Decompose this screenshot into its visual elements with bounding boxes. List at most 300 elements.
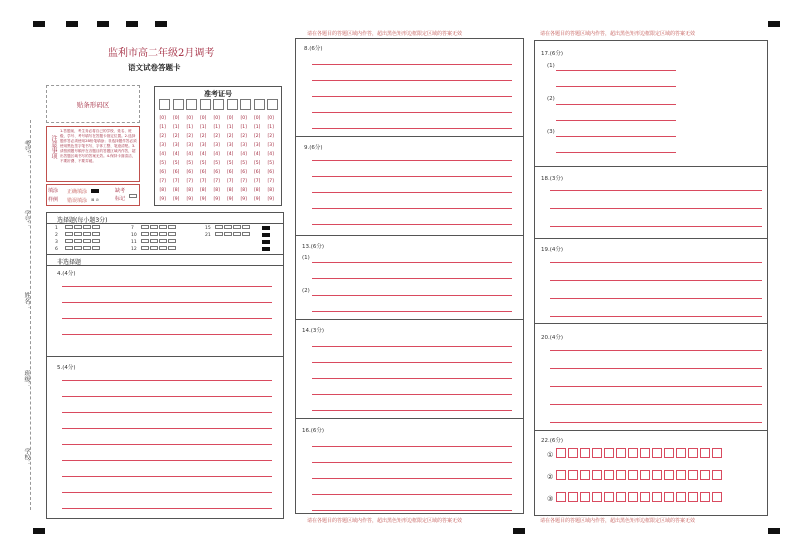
timing-mark [126,21,138,27]
answer-line[interactable] [312,192,512,193]
answer-line[interactable] [62,428,272,429]
admission-digit-bubble[interactable]: [0] [213,116,220,121]
admission-digit-box[interactable] [213,99,224,110]
admission-digit-bubble[interactable]: [1] [267,125,274,130]
answer-line[interactable] [62,508,272,509]
admission-digit-bubble[interactable]: [2] [173,134,180,139]
character-grid-cell[interactable] [700,492,710,502]
choice-bubble[interactable] [159,225,167,229]
timing-mark [97,21,109,27]
admission-digit-grid[interactable] [158,99,280,203]
admission-digit-bubble[interactable]: [3] [159,143,166,148]
answer-line[interactable] [312,510,512,511]
correct-fill-mark [91,189,99,193]
admission-digit-bubble[interactable]: [6] [173,170,180,175]
character-grid-cell[interactable] [568,492,578,502]
q13-part2-label: (2) [302,288,310,294]
admission-digit-bubble[interactable]: [1] [200,125,207,130]
character-grid-cell[interactable] [652,492,662,502]
answer-line[interactable] [550,404,762,405]
q8-label: 8.(6分) [304,46,323,52]
choice-bubble[interactable] [224,232,232,236]
answer-line[interactable] [312,462,512,463]
choice-bubble[interactable] [74,225,82,229]
admission-digit-bubble[interactable]: [5] [173,161,180,166]
choice-bubble[interactable] [159,239,167,243]
answer-line[interactable] [550,316,762,317]
answer-line[interactable] [312,208,512,209]
admission-digit-bubble[interactable]: [8] [240,188,247,193]
admission-digit-bubble[interactable]: [5] [159,161,166,166]
correct-fill-label: 正确填涂 [67,189,88,195]
admission-digit-bubble[interactable]: [9] [200,197,207,202]
character-grid-cell[interactable] [664,448,674,458]
answer-line[interactable] [312,494,512,495]
admission-digit-bubble[interactable]: [5] [186,161,193,166]
character-grid-cell[interactable] [712,492,722,502]
answer-line[interactable] [550,226,762,227]
choice-bubble[interactable] [92,239,100,243]
choice-bubble[interactable] [233,225,241,229]
answer-line[interactable] [312,311,512,312]
answer-line[interactable] [62,334,272,335]
answer-line[interactable] [312,295,512,296]
character-grid-cell[interactable] [712,470,722,480]
character-grid-cell[interactable] [616,470,626,480]
admission-digit-bubble[interactable]: [0] [240,116,247,121]
nonchoice-title: 非选择题 [57,259,82,266]
answer-line[interactable] [312,278,512,279]
admission-digit-bubble[interactable]: [2] [254,134,261,139]
admission-digit-box[interactable] [254,99,265,110]
choice-bubble[interactable] [141,246,149,250]
admission-digit-box[interactable] [159,99,170,110]
admission-digit-bubble[interactable]: [7] [254,179,261,184]
choice-bubble[interactable] [168,246,176,250]
choice-question-row[interactable] [131,239,177,245]
choice-question-number: 7 [131,226,134,231]
admission-digit-bubble[interactable]: [8] [227,188,234,193]
admission-digit-bubble[interactable]: [3] [173,143,180,148]
admission-digit-bubble[interactable]: [3] [240,143,247,148]
character-grid-cell[interactable] [592,492,602,502]
answer-line[interactable] [556,86,676,87]
admission-title: 准考证号 [204,90,232,98]
answer-line[interactable] [62,460,272,461]
answer-line[interactable] [550,298,762,299]
answer-line[interactable] [550,422,762,423]
answer-line[interactable] [62,318,272,319]
q16-label: 16.(6分) [302,428,325,434]
admission-digit-bubble[interactable]: [5] [267,161,274,166]
choice-bubble[interactable] [74,232,82,236]
character-grid-cell[interactable] [556,470,566,480]
admission-digit-bubble[interactable]: [9] [240,197,247,202]
admission-digit-bubble[interactable]: [3] [267,143,274,148]
character-grid-cell[interactable] [568,448,578,458]
answer-line[interactable] [556,70,676,71]
character-grid-cell[interactable] [604,448,614,458]
character-grid-cell[interactable] [688,448,698,458]
timing-mark [262,233,270,237]
choice-bubble[interactable] [233,232,241,236]
character-grid-cell[interactable] [700,448,710,458]
answer-line[interactable] [62,476,272,477]
choice-bubble[interactable] [150,246,158,250]
character-grid-cell[interactable] [628,470,638,480]
admission-digit-bubble[interactable]: [5] [200,161,207,166]
admission-digit-bubble[interactable]: [6] [159,170,166,175]
admission-digit-bubble[interactable]: [0] [227,116,234,121]
character-grid-cell[interactable] [556,448,566,458]
admission-digit-bubble[interactable]: [4] [240,152,247,157]
choice-bubble[interactable] [92,225,100,229]
admission-digit-bubble[interactable]: [7] [200,179,207,184]
q9-label: 9.(6分) [304,145,323,151]
choice-question-number: 15 [205,226,211,231]
kaohao-label: 考号： [23,140,30,158]
choice-question-number: 21 [205,233,211,238]
admission-digit-bubble[interactable]: [6] [186,170,193,175]
choice-bubble[interactable] [215,232,223,236]
admission-digit-bubble[interactable]: [9] [173,197,180,202]
choice-bubble[interactable] [150,232,158,236]
q19-label: 19.(4分) [541,247,564,253]
choice-question-row[interactable] [55,239,101,245]
admission-digit-box[interactable] [200,99,211,110]
admission-digit-bubble[interactable]: [9] [267,197,274,202]
notice-text: 1.答题前，考生务必将自己的学校、姓名、班级、学号、考号填写在答题卡指定位置。2.选择题作答必须使用2B铅笔填涂；非选择题作答必须使用黑色签字笔书写，字体工整、笔迹清楚。3.请按照题号顺序在各题目的答题区域内作答，超出答题区域书写的答案无效。4.保持卡面清洁，不要折叠、不要弄破。 [60,129,137,163]
admission-digit-bubble[interactable]: [9] [186,197,193,202]
character-grid-cell[interactable] [640,448,650,458]
answer-line[interactable] [312,128,512,129]
q17-part3-label: (3) [547,129,555,135]
admission-digit-bubble[interactable]: [1] [254,125,261,130]
choice-question-row[interactable] [55,232,101,238]
answer-line[interactable] [550,262,762,263]
admission-digit-bubble[interactable]: [0] [267,116,274,121]
choice-question-row[interactable] [131,225,177,231]
admission-digit-bubble[interactable]: [9] [254,197,261,202]
admission-digit-bubble[interactable]: [3] [213,143,220,148]
admission-digit-box[interactable] [240,99,251,110]
xuehao-label: 学号： [23,210,30,228]
answer-line[interactable] [312,96,512,97]
timing-mark [262,240,270,244]
answer-line[interactable] [312,410,512,411]
admission-digit-box[interactable] [227,99,238,110]
card-subtitle: 语文试卷答题卡 [128,63,181,72]
character-grid-cell[interactable] [712,448,722,458]
character-grid-cell[interactable] [700,470,710,480]
choice-bubble[interactable] [224,225,232,229]
answer-line[interactable] [312,378,512,379]
q4-label: 4.(4分) [57,271,76,277]
choice-bubble[interactable] [141,232,149,236]
choice-bubble[interactable] [83,225,91,229]
answer-line[interactable] [550,190,762,191]
answer-line[interactable] [556,136,676,137]
choice-bubble[interactable] [168,232,176,236]
character-grid-cell[interactable] [616,448,626,458]
choice-bubble[interactable] [65,246,73,250]
admission-digit-bubble[interactable]: [6] [240,170,247,175]
admission-digit-bubble[interactable]: [8] [173,188,180,193]
answer-line[interactable] [550,386,762,387]
choice-title: 选择题(每小题3分) [57,217,108,224]
choice-question-row[interactable] [131,246,177,252]
admission-digit-bubble[interactable]: [5] [254,161,261,166]
admission-digit-bubble[interactable]: [1] [186,125,193,130]
choice-bubble[interactable] [215,225,223,229]
admission-digit-bubble[interactable]: [7] [213,179,220,184]
character-grid-cell[interactable] [592,470,602,480]
answer-line[interactable] [62,412,272,413]
choice-bubble[interactable] [65,239,73,243]
admission-digit-bubble[interactable]: [6] [227,170,234,175]
choice-question-row[interactable] [55,225,101,231]
character-grid-cell[interactable] [652,470,662,480]
character-grid-cell[interactable] [640,492,650,502]
choice-bubble[interactable] [83,246,91,250]
admission-digit-bubble[interactable]: [3] [186,143,193,148]
answer-line[interactable] [62,492,272,493]
choice-bubble[interactable] [159,246,167,250]
admission-digit-bubble[interactable]: [3] [227,143,234,148]
q22-part1-label: ① [547,451,554,459]
choice-bubble[interactable] [74,239,82,243]
choice-bubble[interactable] [150,225,158,229]
timing-mark [262,226,270,230]
q22-part2-label: ② [547,473,554,481]
answer-line[interactable] [312,362,512,363]
missing-exam-label: 缺考标记 [115,188,126,202]
q13-label: 13.(6分) [302,244,325,250]
timing-mark [768,21,780,27]
admission-digit-bubble[interactable]: [9] [227,197,234,202]
admission-digit-bubble[interactable]: [0] [159,116,166,121]
admission-digit-bubble[interactable]: [7] [186,179,193,184]
choice-question-row[interactable] [205,232,251,238]
answer-line[interactable] [556,120,676,121]
admission-digit-bubble[interactable]: [7] [240,179,247,184]
choice-bubble[interactable] [150,239,158,243]
barcode-label: 贴条形码区 [76,101,110,109]
choice-bubble-grid[interactable] [53,225,277,255]
admission-digit-bubble[interactable]: [0] [254,116,261,121]
answer-line[interactable] [62,396,272,397]
answer-line[interactable] [62,380,272,381]
admission-digit-bubble[interactable]: [4] [200,152,207,157]
xingming-label: 姓名： [23,292,30,310]
admission-digit-bubble[interactable]: [4] [159,152,166,157]
choice-bubble[interactable] [141,239,149,243]
admission-digit-bubble[interactable]: [1] [227,125,234,130]
timing-mark [66,21,78,27]
character-grid-cell[interactable] [580,492,590,502]
fill-sample-label: 填涂样例 [48,188,59,203]
admission-digit-bubble[interactable]: [1] [213,125,220,130]
admission-digit-bubble[interactable]: [7] [159,179,166,184]
admission-digit-bubble[interactable]: [9] [213,197,220,202]
admission-digit-bubble[interactable]: [8] [254,188,261,193]
character-grid-cell[interactable] [676,448,686,458]
admission-digit-bubble[interactable]: [8] [186,188,193,193]
answer-line[interactable] [312,394,512,395]
answer-line[interactable] [556,152,676,153]
barcode-area [46,85,140,123]
character-grid-cell[interactable] [556,492,566,502]
admission-digit-bubble[interactable]: [4] [227,152,234,157]
admission-digit-bubble[interactable]: [0] [200,116,207,121]
choice-question-number: 3 [55,240,58,245]
answer-line[interactable] [556,104,676,105]
xuexiao-label: 学校： [23,448,30,466]
admission-digit-bubble[interactable]: [4] [254,152,261,157]
admission-digit-bubble[interactable]: [6] [213,170,220,175]
choice-bubble[interactable] [83,232,91,236]
admission-digit-bubble[interactable]: [2] [159,134,166,139]
admission-digit-bubble[interactable]: [9] [159,197,166,202]
timing-mark [155,21,167,27]
choice-bubble[interactable] [141,225,149,229]
choice-question-number: 11 [131,240,137,245]
q5-label: 5.(4分) [57,365,76,371]
answer-line[interactable] [312,160,512,161]
choice-bubble[interactable] [92,232,100,236]
timing-mark [513,528,525,534]
timing-mark [33,21,45,27]
admission-digit-bubble[interactable]: [5] [240,161,247,166]
answer-line[interactable] [550,280,762,281]
character-grid-cell[interactable] [628,448,638,458]
choice-bubble[interactable] [168,239,176,243]
admission-digit-bubble[interactable]: [0] [173,116,180,121]
admission-digit-bubble[interactable]: [2] [213,134,220,139]
choice-bubble[interactable] [159,232,167,236]
answer-line[interactable] [550,368,762,369]
choice-bubble[interactable] [65,232,73,236]
character-grid-cell[interactable] [676,492,686,502]
q22-label: 22.(6分) [541,438,564,444]
admission-digit-bubble[interactable]: [4] [173,152,180,157]
choice-bubble[interactable] [83,239,91,243]
admission-digit-bubble[interactable]: [4] [186,152,193,157]
admission-digit-box[interactable] [267,99,278,110]
character-grid-cell[interactable] [664,470,674,480]
answer-line[interactable] [312,478,512,479]
choice-bubble[interactable] [242,232,250,236]
answer-line[interactable] [550,208,762,209]
answer-line[interactable] [62,302,272,303]
admission-digit-bubble[interactable]: [1] [173,125,180,130]
character-grid-cell[interactable] [688,492,698,502]
character-grid-cell[interactable] [580,470,590,480]
answer-line[interactable] [312,80,512,81]
missing-exam-checkbox[interactable] [129,194,137,198]
answer-line[interactable] [312,64,512,65]
answer-line[interactable] [312,446,512,447]
admission-digit-bubble[interactable]: [1] [159,125,166,130]
admission-digit-bubble[interactable]: [5] [227,161,234,166]
admission-digit-bubble[interactable]: [2] [186,134,193,139]
answer-line[interactable] [312,224,512,225]
q20-label: 20.(4分) [541,335,564,341]
choice-bubble[interactable] [92,246,100,250]
admission-digit-box[interactable] [173,99,184,110]
admission-digit-bubble[interactable]: [8] [213,188,220,193]
admission-digit-box[interactable] [186,99,197,110]
character-grid-cell[interactable] [604,492,614,502]
character-grid-cell[interactable] [640,470,650,480]
banji-label: 班级： [23,370,30,388]
character-grid-cell[interactable] [580,448,590,458]
choice-question-number: 2 [55,233,58,238]
character-grid-cell[interactable] [568,470,578,480]
answer-line[interactable] [312,112,512,113]
admission-digit-bubble[interactable]: [8] [159,188,166,193]
admission-digit-bubble[interactable]: [0] [186,116,193,121]
answer-line[interactable] [312,346,512,347]
admission-digit-bubble[interactable]: [3] [254,143,261,148]
wrong-fill-marks: ⊠ ⊘ [91,197,99,202]
admission-digit-bubble[interactable]: [6] [200,170,207,175]
admission-digit-bubble[interactable]: [7] [173,179,180,184]
notice-box [46,126,140,182]
answer-line[interactable] [312,262,512,263]
admission-digit-bubble[interactable]: [7] [227,179,234,184]
admission-digit-bubble[interactable]: [1] [240,125,247,130]
admission-digit-bubble[interactable]: [2] [200,134,207,139]
choice-question-row[interactable] [131,232,177,238]
warning-top-col2: 请在各题目的答题区域内作答，超出黑色矩形边框限定区域的答案无效 [307,31,463,37]
admission-number-box [154,86,282,206]
character-grid-cell[interactable] [628,492,638,502]
q17-label: 17.(6分) [541,51,564,57]
timing-mark [33,528,45,534]
admission-digit-bubble[interactable]: [2] [267,134,274,139]
choice-bubble[interactable] [65,225,73,229]
admission-digit-bubble[interactable]: [6] [267,170,274,175]
choice-bubble[interactable] [74,246,82,250]
admission-digit-bubble[interactable]: [8] [267,188,274,193]
character-grid-cell[interactable] [592,448,602,458]
answer-line[interactable] [312,176,512,177]
admission-digit-bubble[interactable]: [8] [200,188,207,193]
character-grid-cell[interactable] [676,470,686,480]
choice-bubble[interactable] [242,225,250,229]
admission-digit-bubble[interactable]: [7] [267,179,274,184]
admission-digit-bubble[interactable]: [6] [254,170,261,175]
choice-question-row[interactable] [55,246,101,252]
character-grid-cell[interactable] [616,492,626,502]
character-grid-cell[interactable] [664,492,674,502]
answer-line[interactable] [550,350,762,351]
answer-line[interactable] [62,286,272,287]
admission-digit-bubble[interactable]: [2] [227,134,234,139]
admission-digit-bubble[interactable]: [2] [240,134,247,139]
choice-bubble[interactable] [168,225,176,229]
admission-digit-bubble[interactable]: [5] [213,161,220,166]
character-grid-cell[interactable] [688,470,698,480]
admission-digit-bubble[interactable]: [3] [200,143,207,148]
answer-line[interactable] [62,444,272,445]
character-grid-cell[interactable] [604,470,614,480]
choice-question-row[interactable] [205,225,251,231]
character-grid-cell[interactable] [652,448,662,458]
admission-digit-bubble[interactable]: [4] [267,152,274,157]
admission-digit-bubble[interactable]: [4] [213,152,220,157]
